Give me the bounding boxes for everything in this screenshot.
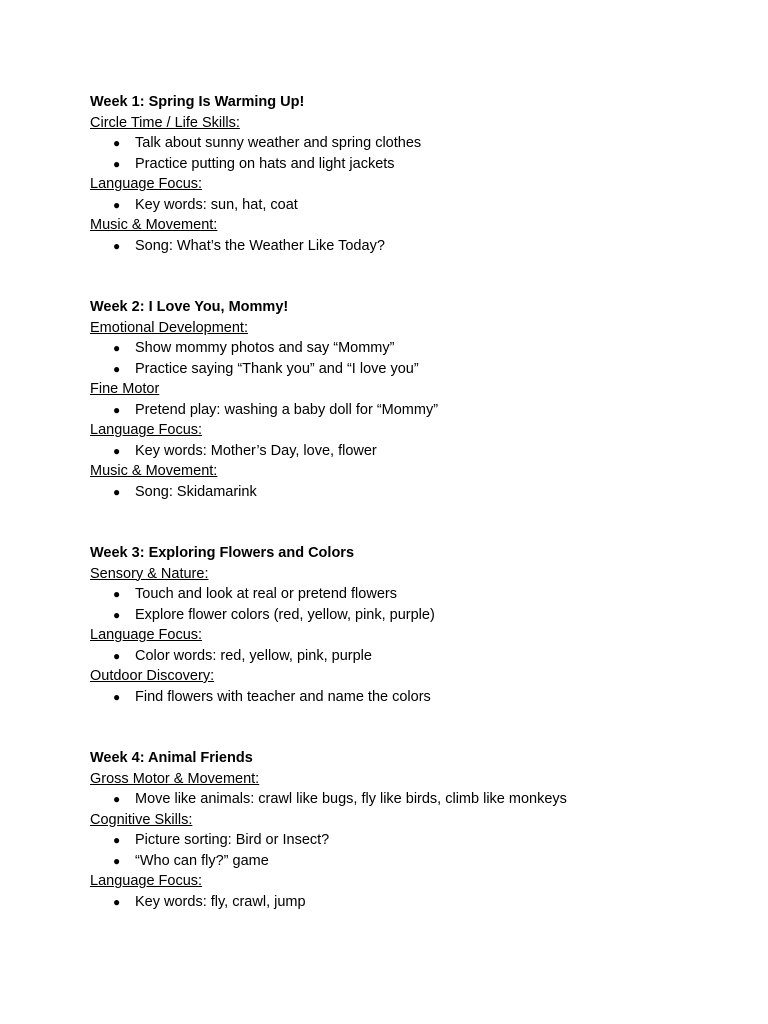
week-title: Week 2: I Love You, Mommy! — [90, 299, 289, 315]
section-heading: Emotional Development: — [90, 319, 248, 336]
section-heading: Circle Time / Life Skills: — [90, 114, 240, 131]
list-item — [90, 236, 710, 257]
list-item-text: Color words: red, yellow, pink, purple — [135, 647, 372, 664]
list-item — [90, 830, 710, 851]
bullet-list — [90, 646, 710, 667]
list-item-text: Practice saying “Thank you” and “I love you” — [135, 360, 419, 377]
bullet-list — [90, 482, 710, 503]
list-item-text: Find flowers with teacher and name the colors — [135, 688, 431, 705]
bullet-icon: ● — [113, 607, 121, 622]
bullet-icon: ● — [113, 341, 121, 355]
list-item — [90, 482, 710, 503]
bullet-list — [90, 687, 710, 708]
list-item — [90, 687, 710, 708]
list-item-text: Pretend play: washing a baby doll for “Mommy” — [135, 401, 439, 418]
bullet-icon: ● — [113, 361, 121, 376]
list-item — [90, 441, 710, 462]
list-item — [90, 646, 710, 667]
week-title: Week 3: Exploring Flowers and Colors — [90, 545, 355, 561]
list-item — [90, 851, 710, 872]
list-item-text: Song: Skidamarink — [135, 483, 257, 500]
bullet-list — [90, 195, 710, 216]
list-item-text: Move like animals: crawl like bugs, fly like birds, climb like monkeys — [135, 791, 567, 807]
section-heading: Language Focus: — [90, 422, 203, 438]
section-heading: Gross Motor & Movement: — [90, 770, 260, 787]
bullet-list — [90, 584, 710, 625]
bullet-icon: ● — [113, 689, 121, 704]
list-item — [90, 154, 710, 175]
list-item-text: Key words: fly, crawl, jump — [135, 893, 306, 910]
week-title: Week 4: Animal Friends — [90, 750, 253, 766]
list-item-text: Show mommy photos and say “Mommy” — [135, 340, 395, 356]
bullet-icon: ● — [113, 443, 121, 458]
bullet-icon: ● — [113, 136, 121, 150]
bullet-list — [90, 338, 710, 379]
bullet-icon: ● — [113, 792, 121, 806]
bullet-list — [90, 236, 710, 257]
section-heading: Language Focus: — [90, 176, 203, 192]
section-heading: Music & Movement: — [90, 463, 218, 479]
document-body — [90, 92, 710, 912]
week-title: Week 1: Spring Is Warming Up! — [90, 94, 305, 110]
bullet-icon: ● — [113, 587, 121, 601]
section-heading: Sensory & Nature: — [90, 565, 209, 582]
list-item-text: Key words: sun, hat, coat — [135, 196, 298, 213]
bullet-icon: ● — [113, 156, 121, 171]
section-heading: Music & Movement: — [90, 217, 218, 233]
week-1-block — [90, 92, 710, 256]
list-item-text: Practice putting on hats and light jackets — [135, 155, 395, 172]
week-3-block — [90, 543, 710, 707]
bullet-icon: ● — [113, 197, 121, 212]
section-heading: Cognitive Skills: — [90, 811, 193, 828]
list-item-text: Talk about sunny weather and spring clothes — [135, 135, 422, 151]
list-item-text: Explore flower colors (red, yellow, pink, purple) — [135, 606, 435, 623]
list-item — [90, 338, 710, 359]
bullet-list — [90, 789, 710, 810]
week-4-block — [90, 748, 710, 912]
week-2-block — [90, 297, 710, 502]
bullet-list — [90, 892, 710, 913]
bullet-icon: ● — [113, 402, 121, 417]
bullet-icon: ● — [113, 484, 121, 499]
section-heading: Outdoor Discovery: — [90, 668, 215, 684]
list-item — [90, 892, 710, 913]
bullet-list — [90, 400, 710, 421]
list-item — [90, 789, 710, 810]
list-item — [90, 400, 710, 421]
section-heading: Fine Motor — [90, 381, 160, 397]
section-heading: Language Focus: — [90, 873, 203, 889]
bullet-icon: ● — [113, 894, 121, 909]
list-item — [90, 584, 710, 605]
list-item-text: “Who can fly?” game — [135, 852, 269, 869]
bullet-icon: ● — [113, 238, 121, 253]
list-item-text: Song: What’s the Weather Like Today? — [135, 237, 385, 254]
list-item — [90, 605, 710, 626]
list-item — [90, 359, 710, 380]
list-item-text: Picture sorting: Bird or Insect? — [135, 832, 330, 848]
bullet-list — [90, 830, 710, 871]
bullet-icon: ● — [113, 853, 121, 868]
list-item — [90, 195, 710, 216]
bullet-icon: ● — [113, 648, 121, 663]
list-item — [90, 133, 710, 154]
section-heading: Language Focus: — [90, 627, 203, 643]
bullet-list — [90, 441, 710, 462]
list-item-text: Key words: Mother’s Day, love, flower — [135, 442, 377, 459]
list-item-text: Touch and look at real or pretend flowers — [135, 586, 397, 602]
bullet-icon: ● — [113, 833, 121, 847]
bullet-list — [90, 133, 710, 174]
